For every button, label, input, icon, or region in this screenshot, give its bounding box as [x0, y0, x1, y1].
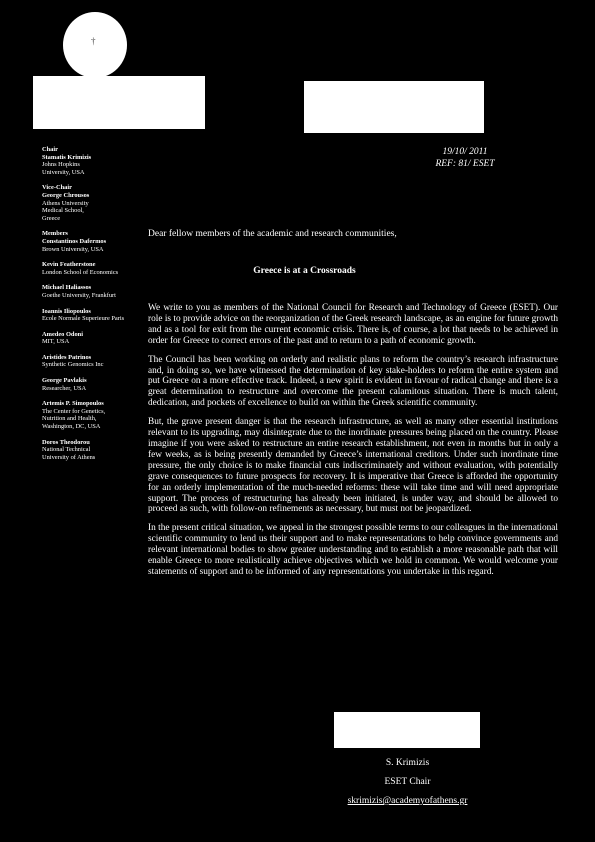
member-affiliation: Athens University Medical School, Greece: [42, 199, 89, 222]
member-group: [42, 230, 152, 253]
member-name: Amedeo Odoni: [42, 330, 84, 338]
member-affiliation: Synthetic Genomics Inc: [42, 361, 104, 369]
member-group: [42, 308, 152, 323]
member-affiliation: Ecole Normale Superieure Paris: [42, 315, 125, 323]
member-affiliation: London School of Economics: [42, 268, 119, 276]
member-affiliation: The Center for Genetics, Nutrition and Health, Washington, DC, USA: [42, 407, 106, 431]
signer-name: S. Krimizis: [385, 758, 430, 768]
letter-date: 19/10/ 2011: [442, 147, 488, 157]
redacted-logo-left: [33, 76, 205, 129]
member-name: George Pavlakis: [42, 377, 87, 385]
redacted-signature: [334, 712, 480, 748]
member-affiliation: Brown University, USA: [42, 245, 104, 253]
letter-reference: REF: 81/ ESET: [435, 159, 495, 169]
redacted-logo-right: [304, 81, 484, 133]
member-group: [42, 146, 152, 176]
member-group: [42, 377, 152, 392]
seal-symbol: †: [91, 36, 96, 46]
council-members-sidebar: [42, 146, 152, 469]
member-name: George Chrousos: [42, 191, 90, 199]
member-name: Aristides Patrinos: [42, 353, 92, 361]
member-group: [42, 439, 152, 462]
body-paragraph: In the present critical situation, we appeal in the strongest possible terms to our colleagues in the international scientific community to lend us their support and to make representations to help convince governments and relevant international bodies to show greater understanding and to establish a more reasonable path that will enable Greece to more realistically achieve objectives which we hold in common. We would welcome your statements of support and to be informed of any representations you undertake in this regard.: [148, 523, 558, 577]
member-group: [42, 331, 152, 346]
body-paragraph: We write to you as members of the National Council for Research and Technology of Greece (ESET). Our role is to provide advice on the reorganization of the Greek research landscape, as an engine for future growth and as a tool for exit from the current economic crisis. There is, of course, a lot that needs to be achieved in order for Greece to correct errors of the past and to return to a path of economic growth.: [148, 303, 558, 346]
member-affiliation: Johns Hopkins University, USA: [42, 161, 85, 176]
member-group: [42, 284, 152, 299]
member-affiliation: Goethe University, Frankfurt: [42, 291, 116, 299]
member-name: Michael Haliassos: [42, 284, 92, 292]
member-affiliation: Researcher, USA: [42, 384, 87, 392]
letter-subject: Greece is at a Crossroads: [253, 266, 356, 276]
member-name: Ioannis Iliopoulos: [42, 307, 91, 315]
letter-body: [148, 303, 558, 586]
member-group: [42, 354, 152, 369]
member-name: Doros Theodorou: [42, 438, 90, 446]
member-role-heading: Chair: [42, 146, 58, 153]
body-paragraph: But, the grave present danger is that the research infrastructure, as well as many other essential institutions relevant to its upgrading, may disintegrate due to the inordinate pressures being placed on the country. Please imagine if you were asked to restructure an entire research establishment, not even in months but in only a few weeks, as is being presently demanded by Greece’s international creditors. Under such inordinate time pressure, the only choice is to make financial cuts indiscriminately and without evaluation, with potentially grave consequences to future prospects for recovery. It is imperative that Greece is afforded the opportunity for an orderly implementation of the much-needed reforms: these will take time and will need appropriate support. The process of restructuring has already been initiated, is under way, and should be allowed to proceed as such, with follow-on refinements as necessary, but must not be jeopardized.: [148, 417, 558, 515]
signer-email-link[interactable]: skrimizis@academyofathens.gr: [347, 796, 468, 806]
member-group: [42, 261, 152, 276]
member-role-heading: Members: [42, 230, 68, 238]
member-affiliation: National Technical University of Athens: [42, 446, 96, 461]
date-reference-block: [415, 146, 515, 170]
salutation: Dear fellow members of the academic and research communities,: [148, 229, 397, 239]
body-paragraph: The Council has been working on orderly and realistic plans to reform the country’s research infrastructure and, in doing so, we have witnessed the determination of key stake-holders to reform the entire system and put Greece on a more effective track. Indeed, a new spirit is evident in favour of radical change and there is a great determination to restructure and overcome the present calamitous situation. There is much talent, dedication, and pockets of excellence to build on within the Greek scientific community.: [148, 354, 558, 409]
signer-title: ESET Chair: [384, 777, 431, 787]
member-role-heading: Vice-Chair: [42, 184, 72, 192]
member-affiliation: MIT, USA: [42, 338, 70, 346]
member-group: [42, 184, 152, 222]
member-name: Kevin Featherstone: [42, 261, 96, 269]
member-name: Constantinos Dafermos: [42, 237, 107, 245]
member-name: Artemis P. Simopoulos: [42, 400, 104, 408]
academy-seal-logo: [63, 12, 127, 78]
member-name: Stamatis Krimizis: [42, 153, 92, 161]
signature-block: [330, 754, 485, 811]
member-group: [42, 400, 152, 430]
